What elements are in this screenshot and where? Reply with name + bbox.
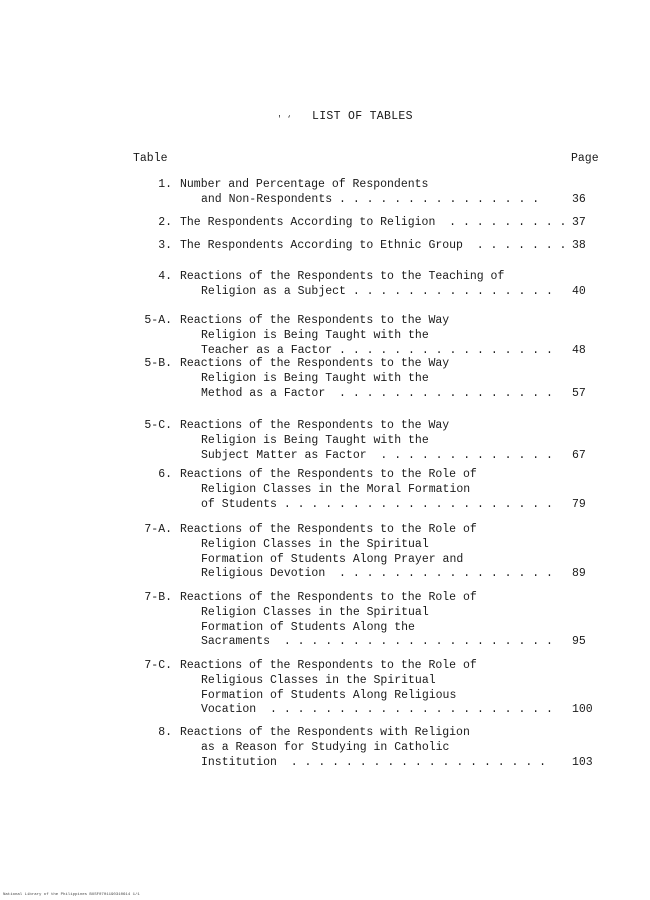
page-title: LIST OF TABLES (312, 110, 413, 123)
table-title-line: Reactions of the Respondents to the Role of (180, 591, 477, 604)
table-title-line: Teacher as a Factor . . . . . . . . . . . . . . . . (201, 343, 553, 357)
table-title-line: The Respondents According to Religion . . . . . . . . . (180, 216, 567, 229)
table-title-line: Religion as a Subject . . . . . . . . . . . . . . . (201, 284, 553, 298)
table-title-line: Vocation . . . . . . . . . . . . . . . . . . . . . (201, 703, 553, 717)
table-number: 8. (158, 726, 172, 739)
table-title-line: Reactions of the Respondents to the Teaching of (180, 270, 505, 283)
table-title-line: Subject Matter as Factor . . . . . . . . . . . . . (201, 448, 553, 462)
table-title-line: Reactions of the Respondents with Religion (180, 726, 470, 739)
table-number: 1. (158, 178, 172, 191)
page-number: 79 (572, 497, 586, 511)
table-title-line: Institution . . . . . . . . . . . . . . . . . . . (201, 755, 547, 769)
table-title-line: Formation of Students Along the (201, 620, 415, 634)
table-number: 5-C. (144, 419, 172, 432)
table-number: 5-B. (144, 357, 172, 370)
table-number: 7-B. (144, 591, 172, 604)
table-title-line: Religion is Being Taught with the (201, 433, 429, 447)
table-title-line: Religion Classes in the Spiritual (201, 605, 429, 619)
table-title-line: Reactions of the Respondents to the Way (180, 419, 450, 432)
page-number: 48 (572, 343, 586, 357)
table-number: 5-A. (144, 314, 172, 327)
table-title-line: Reactions of the Respondents to the Role of (180, 523, 477, 536)
page-number: 89 (572, 567, 586, 581)
table-title-line: Number and Percentage of Respondents (180, 178, 429, 191)
page-number: 67 (572, 448, 586, 462)
page-number: 37 (572, 216, 586, 229)
page-number: 40 (572, 284, 586, 298)
page-number: 57 (572, 386, 586, 400)
table-title-line: Religious Devotion . . . . . . . . . . . . . . . . (201, 567, 553, 581)
table-title-line: Reactions of the Respondents to the Way (180, 357, 450, 370)
column-header-table: Table (133, 152, 168, 165)
table-title-line: and Non-Respondents . . . . . . . . . . . . . . . (201, 192, 540, 206)
table-title-line: Sacraments . . . . . . . . . . . . . . . . . . . . (201, 635, 553, 649)
table-title-line: Religion Classes in the Moral Formation (201, 482, 471, 496)
page-number: 100 (572, 703, 593, 717)
table-number: 7-A. (144, 523, 172, 536)
table-title-line: Reactions of the Respondents to the Role of (180, 468, 477, 481)
table-number: 6. (158, 468, 172, 481)
column-header-page: Page (571, 152, 599, 165)
table-title-line: Religion is Being Taught with the (201, 328, 429, 342)
table-number: 3. (158, 239, 172, 252)
table-title-line: Formation of Students Along Prayer and (201, 552, 464, 566)
page-number: 103 (572, 755, 593, 769)
table-title-line: Religion is Being Taught with the (201, 371, 429, 385)
table-title-line: of Students . . . . . . . . . . . . . . . . . . . . (201, 497, 553, 511)
table-number: 2. (158, 216, 172, 229)
table-title-line: Method as a Factor . . . . . . . . . . . . . . . . (201, 386, 553, 400)
table-number: 4. (158, 270, 172, 283)
table-title-line: Religious Classes in the Spiritual (201, 673, 436, 687)
table-title-line: Reactions of the Respondents to the Way (180, 314, 450, 327)
table-title-line: Reactions of the Respondents to the Role of (180, 659, 477, 672)
page-number: 95 (572, 635, 586, 649)
table-title-line: Formation of Students Along Religious (201, 688, 457, 702)
table-number: 7-C. (144, 659, 172, 672)
table-title-line: as a Reason for Studying in Catholic (201, 740, 450, 754)
table-title-line: The Respondents According to Ethnic Group . . . . . . . (180, 239, 567, 252)
page-number: 36 (572, 192, 586, 206)
page-number: 38 (572, 239, 586, 252)
library-footer: National Library of the Philippines BUSF0701190310614 1/1 (3, 893, 140, 897)
table-title-line: Religion Classes in the Spiritual (201, 537, 429, 551)
stray-mark: ′ ‘ (277, 115, 292, 124)
